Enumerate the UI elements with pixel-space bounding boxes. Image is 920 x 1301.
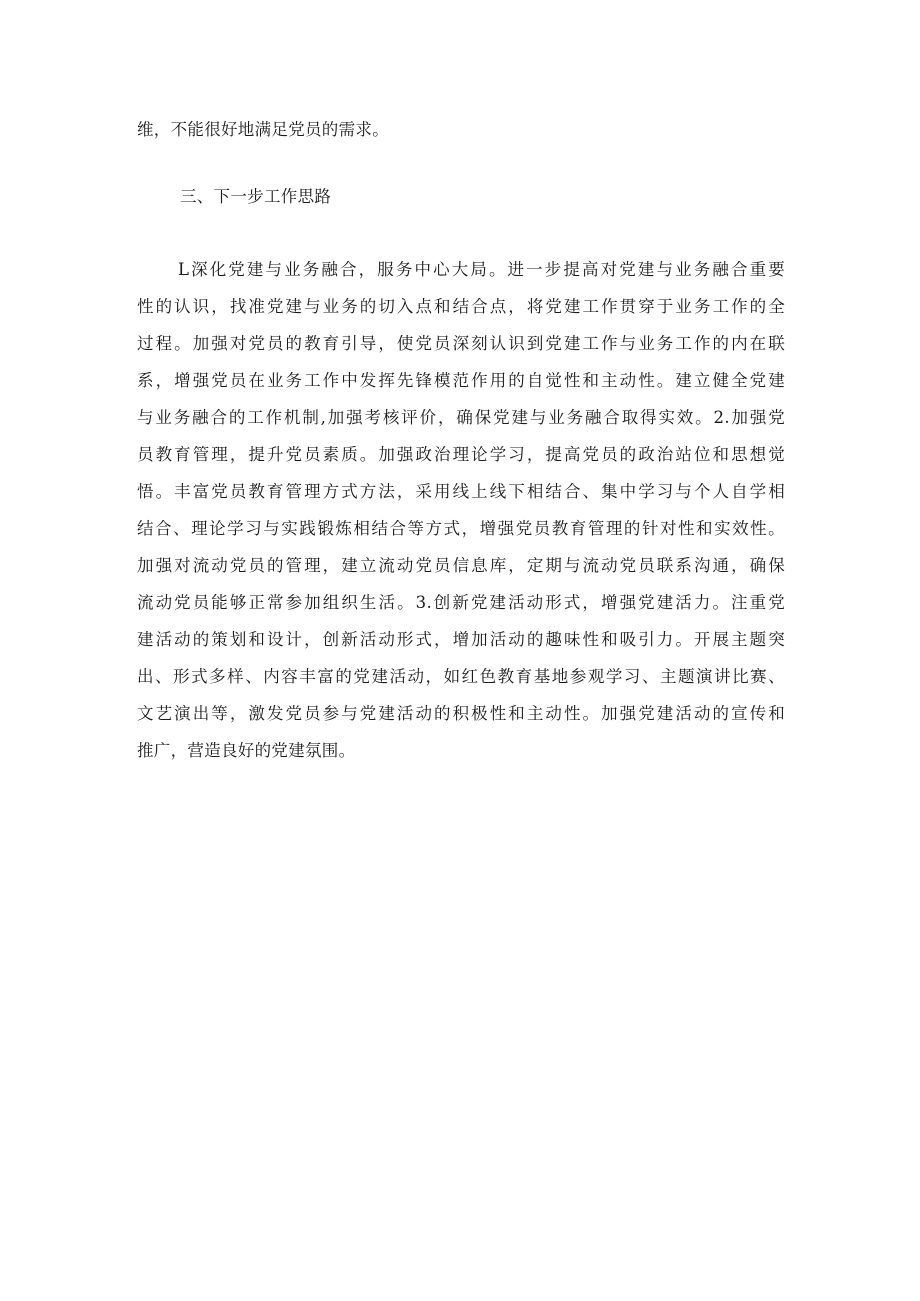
paragraph-line: 性的认识，找准党建与业务的切入点和结合点，将党建工作贯穿于业务工作的全	[137, 297, 785, 316]
section-heading: 三、下一步工作思路	[180, 187, 332, 206]
paragraph-line: 与业务融合的工作机制,加强考核评价，确保党建与业务融合取得实效。2.加强党	[137, 408, 785, 427]
carry-over-line: 维，不能很好地满足党员的需求。	[137, 120, 389, 139]
paragraph-line: L深化党建与业务融合，服务中心大局。进一步提高对党建与业务融合重要	[178, 260, 785, 279]
paragraph-line: 流动党员能够正常参加组织生活。3.创新党建活动形式，增强党建活力。注重党	[137, 593, 785, 612]
paragraph-line: 加强对流动党员的管理，建立流动党员信息库，定期与流动党员联系沟通，确保	[137, 556, 785, 575]
paragraph-line: 过程。加强对党员的教育引导，使党员深刻认识到党建工作与业务工作的内在联	[137, 334, 785, 353]
paragraph-line: 出、形式多样、内容丰富的党建活动，如红色教育基地参观学习、主题演讲比赛、	[137, 667, 785, 686]
paragraph-line: 结合、理论学习与实践锻炼相结合等方式，增强党员教育管理的针对性和实效性。	[137, 519, 785, 538]
paragraph-line: 悟。丰富党员教育管理方式方法，采用线上线下相结合、集中学习与个人自学相	[137, 482, 785, 501]
paragraph-line: 员教育管理，提升党员素质。加强政治理论学习，提高党员的政治站位和思想觉	[137, 445, 785, 464]
paragraph-line: 系，增强党员在业务工作中发挥先锋模范作用的自觉性和主动性。建立健全党建	[137, 371, 785, 390]
paragraph-last-line: 推广，营造良好的党建氛围。	[137, 741, 356, 760]
paragraph-line: 建活动的策划和设计，创新活动形式，增加活动的趣味性和吸引力。开展主题突	[137, 630, 785, 649]
paragraph-line: 文艺演出等，激发党员参与党建活动的积极性和主动性。加强党建活动的宣传和	[137, 704, 785, 723]
